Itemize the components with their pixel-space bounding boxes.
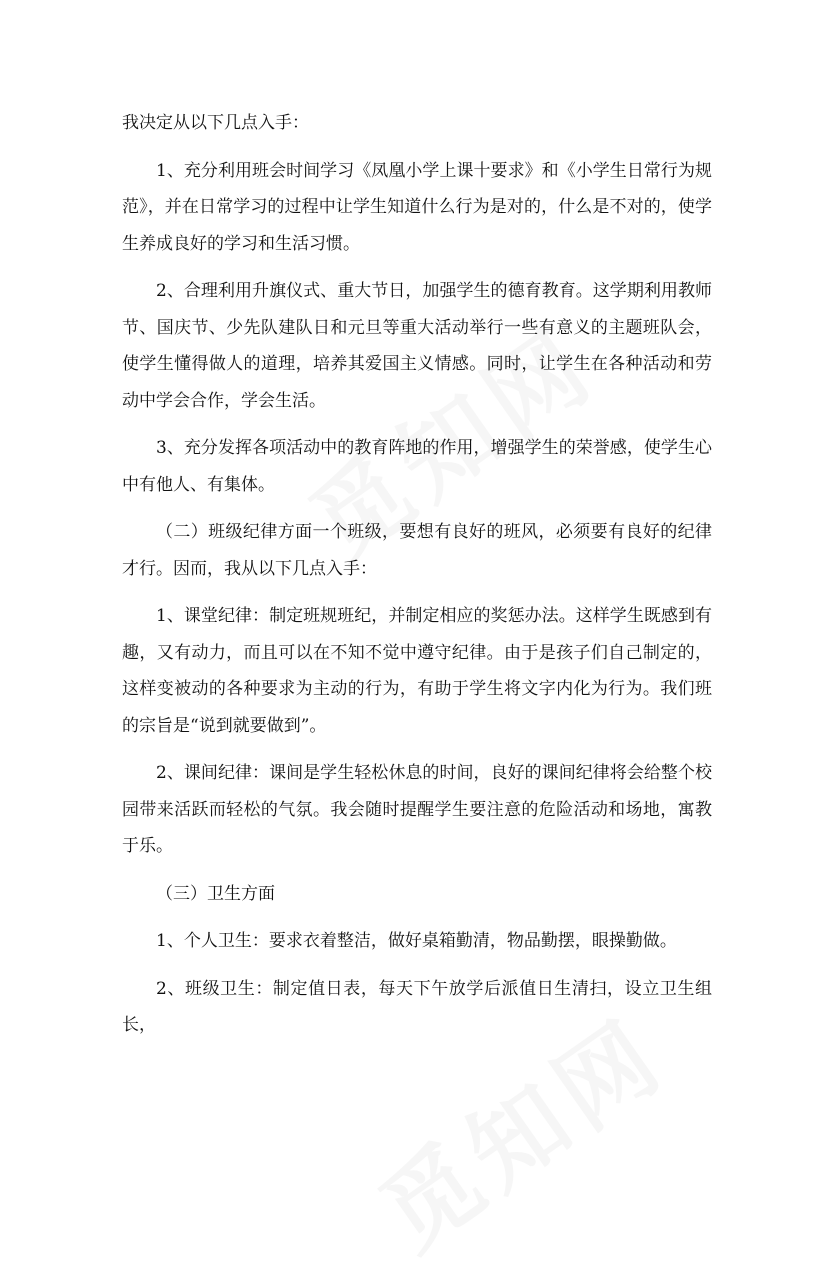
paragraph-class-hygiene: 2、班级卫生：制定值日表，每天下午放学后派值日生清扫，设立卫生组长，: [122, 978, 712, 1035]
section-heading-hygiene: （三）卫生方面: [156, 883, 275, 904]
paragraph-item-3: 3、充分发挥各项活动中的教育阵地的作用，增强学生的荣誉感，使学生心中有他人、有集体。: [122, 438, 712, 495]
paragraph-item-2: 2、合理利用升旗仪式、重大节日，加强学生的德育教育。这学期利用教师节、国庆节、少先队建队日和元旦等重大活动举行一些有意义的主题班队会，使学生懂得做人的道理，培养其爱国主义情感。同时，让学生在各种活动和劳动中学会合作，学会生活。: [122, 281, 712, 411]
section-heading-discipline: （二）班级纪律方面一个班级，要想有良好的班风，必须要有良好的纪律才行。因而，我从以下几点入手：: [122, 522, 712, 579]
paragraph-classroom-discipline: 1、课堂纪律：制定班规班纪，并制定相应的奖惩办法。这样学生既感到有趣，又有动力，而且可以在不知不觉中遵守纪律。由于是孩子们自己制定的，这样变被动的各种要求为主动的行为，有助于学生将文字内化为行为。我们班的宗旨是“说到就要做到”。: [122, 606, 712, 736]
paragraph-break-discipline: 2、课间纪律：课间是学生轻松休息的时间，良好的课间纪律将会给整个校园带来活跃而轻松的气氛。我会随时提醒学生要注意的危险活动和场地，寓教于乐。: [122, 763, 712, 856]
paragraph-item-1: 1、充分利用班会时间学习《凤凰小学上课十要求》和《小学生日常行为规范》，并在日常学习的过程中让学生知道什么行为是对的，什么是不对的，使学生养成良好的学习和生活习惯。: [122, 160, 712, 254]
paragraph-personal-hygiene: 1、个人卫生：要求衣着整洁，做好桌箱勤清，物品勤摆，眼操勤做。: [156, 931, 677, 951]
paragraph-intro: 我决定从以下几点入手：: [122, 113, 309, 133]
document-body: [122, 105, 712, 1055]
